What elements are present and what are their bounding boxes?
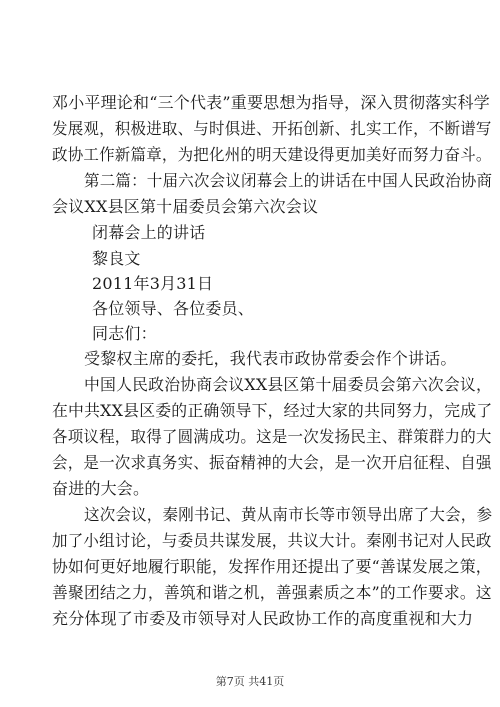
section-heading-line: 会议XX县区第十届委员会第六次会议 [52,197,319,216]
speaker-name: 黎良文 [92,249,141,268]
body-text-line: 中国人民政治协商会议XX县区第十届委员会第六次会议， [84,375,492,394]
salutation-line: 同志们： [92,324,157,343]
body-text-line: 各项议程，取得了圆满成功。这是一次发扬民主、群策群力的大 [52,427,492,446]
body-text-line: 会，是一次求真务实、振奋精神的大会，是一次开启征程、自强 [52,453,492,472]
body-text-line: 善聚团结之力，善筑和谐之机，善强素质之本”的工作要求。这 [52,583,492,602]
body-text-line: 受黎权主席的委托，我代表市政协常委会作个讲话。 [84,349,457,368]
body-text-line: 奋进的大会。 [52,479,150,498]
salutation-line: 各位领导、各位委员、 [92,299,255,318]
speech-title: 闭幕会上的讲话 [92,223,206,242]
body-text-line: 政协工作新篇章，为把化州的明天建设得更加美好而努力奋斗。 [52,145,492,164]
body-text-line: 在中共XX县区委的正确领导下，经过大家的共同努力，完成了 [52,401,493,420]
section-heading-line: 第二篇：十届六次会议闭幕会上的讲话在中国人民政治协商 [84,171,493,190]
speech-date: 2011年3月31日 [92,274,214,293]
body-text-line: 协如何更好地履行职能，发挥作用还提出了要“善谋发展之策， [52,557,492,576]
page-number-footer: 第7页 共41页 [215,675,285,688]
body-text-line: 这次会议，秦刚书记、黄从南市长等市领导出席了大会，参 [84,505,493,524]
body-text-line: 充分体现了市委及市领导对人民政协工作的高度重视和大力 [52,609,474,628]
body-text-line: 加了小组讨论，与委员共谋发展，共议大计。秦刚书记对人民政 [52,531,492,550]
body-text-line: 邓小平理论和“三个代表”重要思想为指导，深入贯彻落实科学 [52,93,490,112]
body-text-line: 发展观，积极进取、与时俱进、开拓创新、扎实工作，不断谱写 [52,119,492,138]
